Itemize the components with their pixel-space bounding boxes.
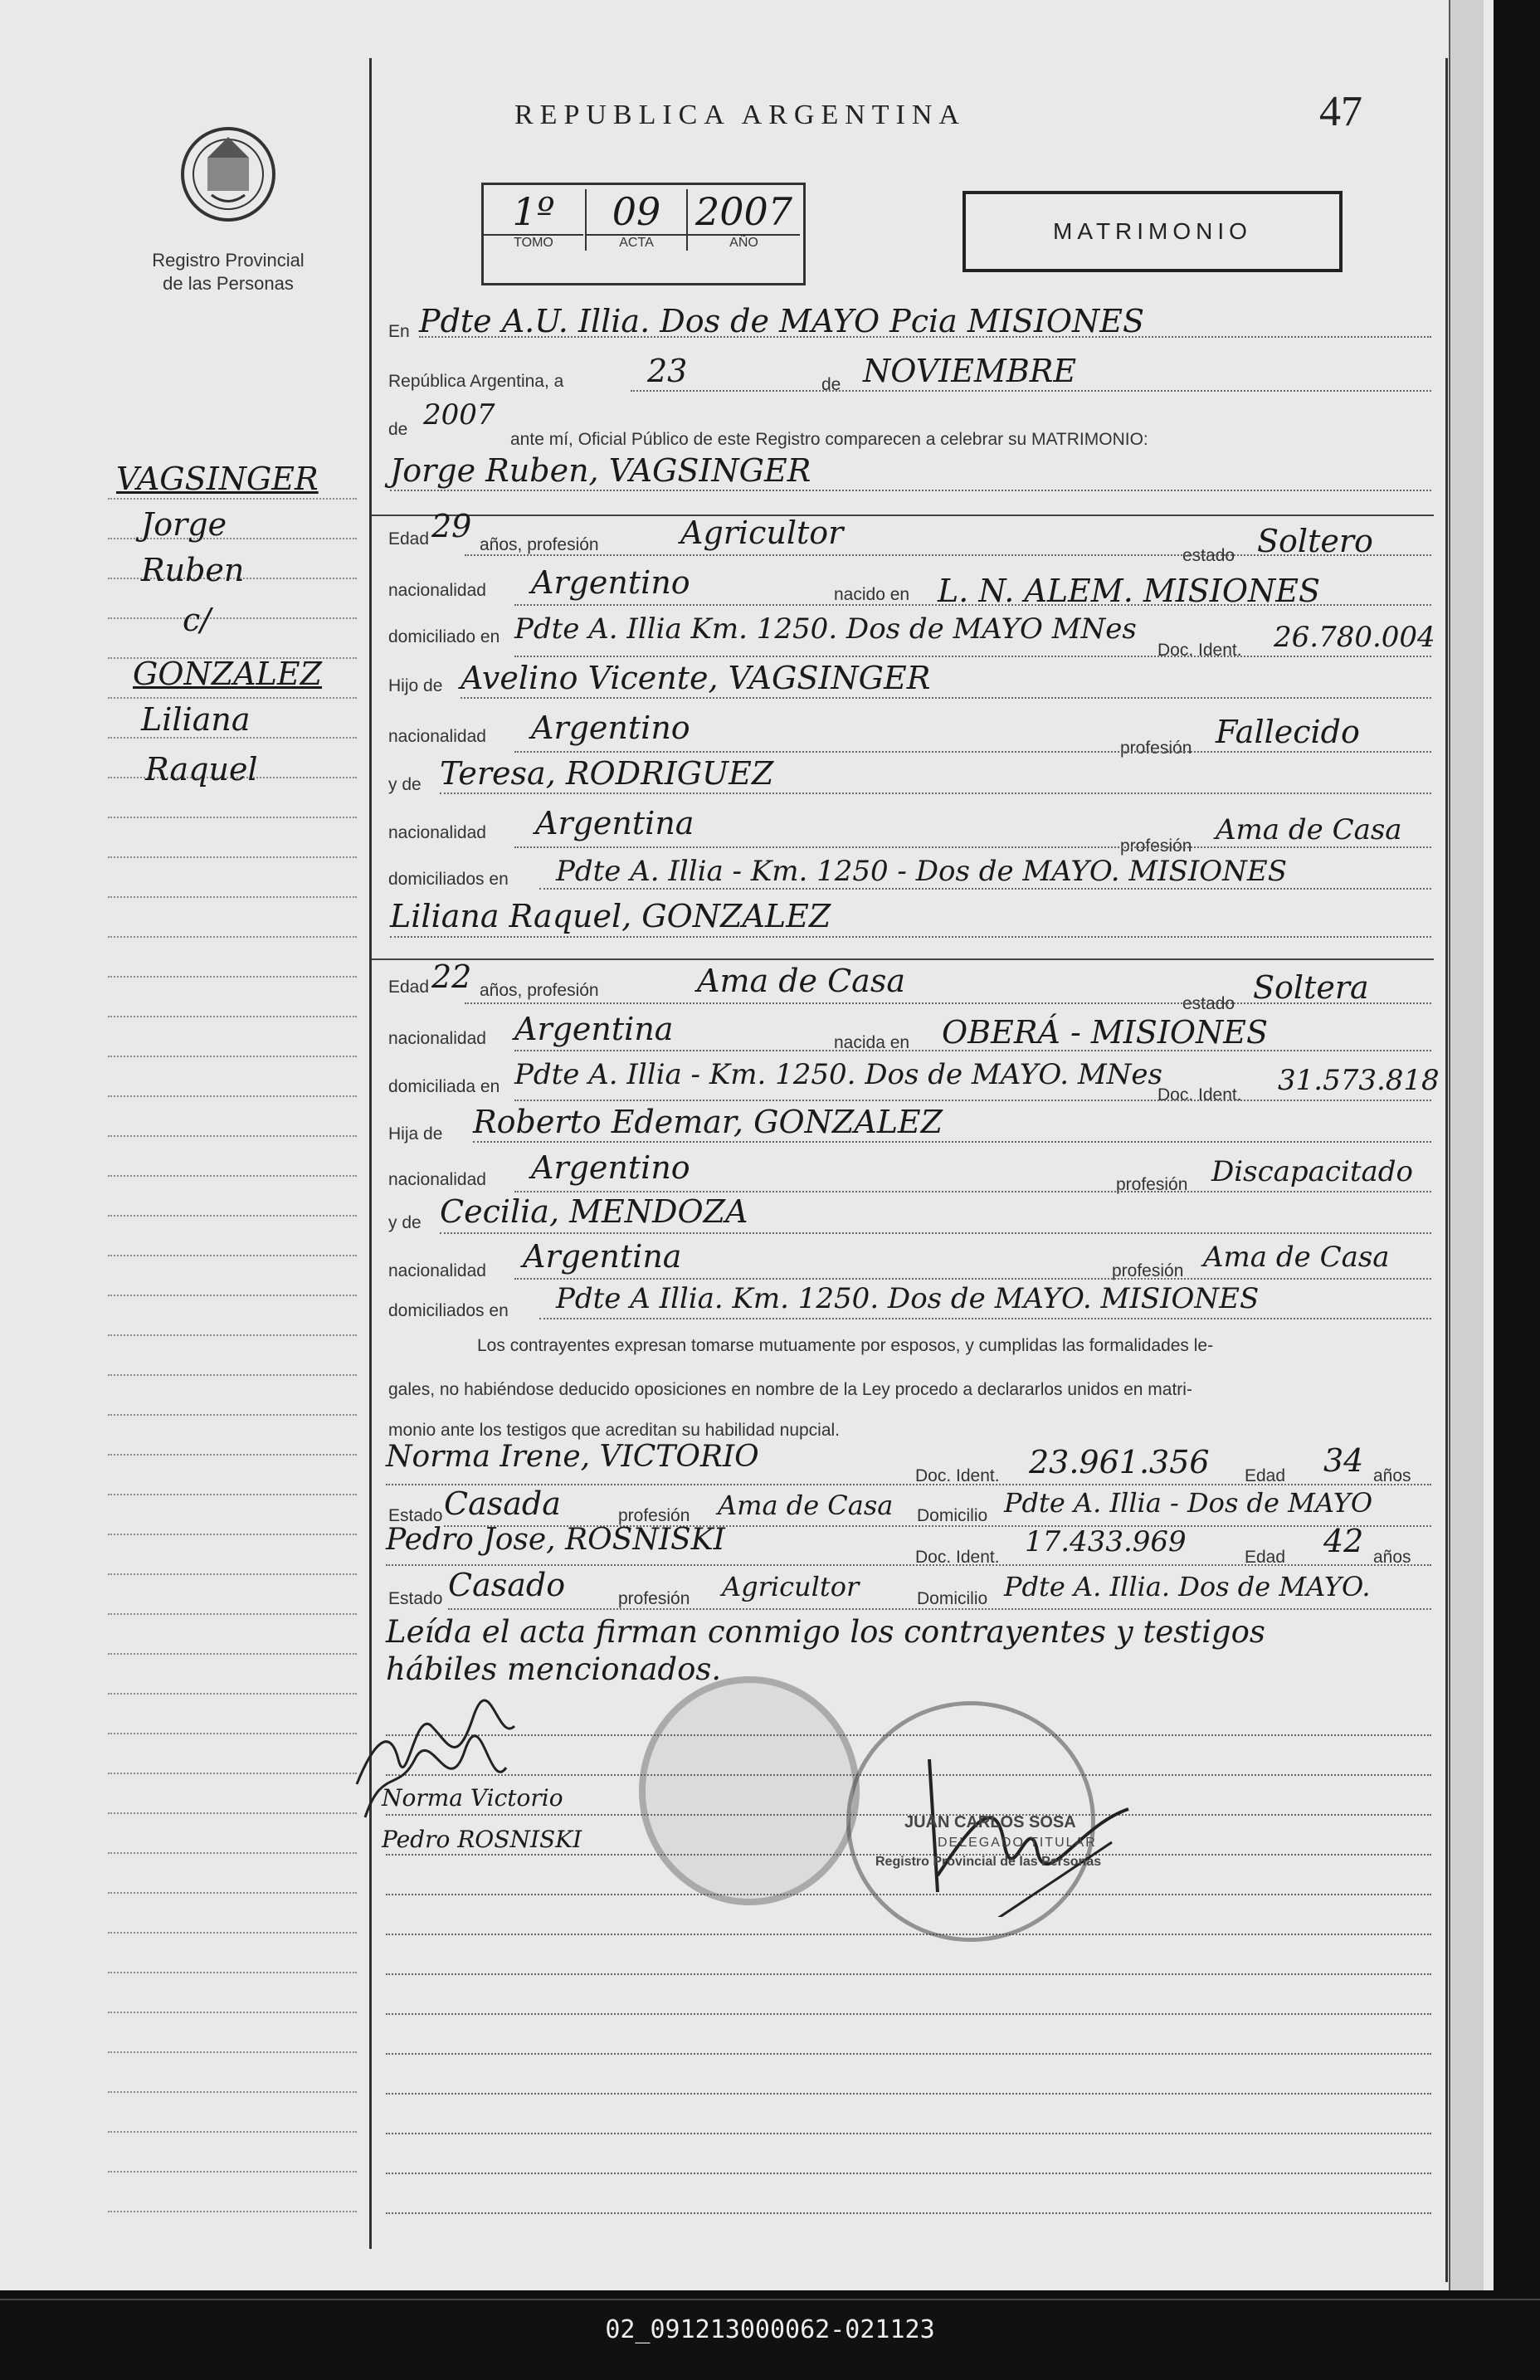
margin-rule: [108, 1016, 357, 1017]
rule: [514, 1050, 1431, 1051]
bride-doc-label: Doc. Ident.: [1157, 1085, 1242, 1105]
witness1-name: Norma Irene, VICTORIO: [386, 1440, 759, 1474]
tomo-label: TOMO: [484, 234, 583, 251]
margin-rule: [108, 2051, 357, 2053]
witness2-edad-label: Edad: [1245, 1548, 1286, 1567]
margin-rule: [108, 976, 357, 978]
right-page-edge: [1445, 58, 1448, 2282]
bride-nac-label: nacionalidad: [388, 1029, 486, 1048]
de-label-2: de: [388, 420, 408, 439]
rule: [461, 697, 1431, 699]
margin-rule: [108, 1175, 357, 1177]
groom-nac-label: nacionalidad: [388, 581, 486, 600]
registry-seal-stamp: [639, 1676, 860, 1905]
bride-anos-profesion: años, profesión: [480, 981, 599, 1000]
margin-rule: [108, 1812, 357, 1814]
witness2-doc-label: Doc. Ident.: [915, 1548, 1000, 1567]
rule: [539, 888, 1431, 890]
margin-rule: [108, 1095, 357, 1097]
signature-scribbles: [348, 1693, 531, 1834]
witness1-edad: 34: [1323, 1442, 1364, 1479]
witness2-estado: Casado: [448, 1567, 566, 1603]
registry-label: [124, 249, 332, 295]
groom-nacido: L. N. ALEM. MISIONES: [938, 573, 1320, 609]
margin-rule: [108, 1693, 357, 1695]
margin-rule: [108, 1892, 357, 1894]
margin-rule: [108, 1454, 357, 1456]
groom-dom-label: domiciliado en: [388, 627, 500, 646]
witness1-prof-label: profesión: [618, 1506, 690, 1525]
groom-dom-padres-label: domiciliados en: [388, 870, 509, 889]
bride-madre: Cecilia, MENDOZA: [440, 1193, 748, 1230]
acta-value: 09: [612, 189, 661, 234]
groom-edad-label: Edad: [388, 529, 430, 549]
bride-nacida-label: nacida en: [834, 1033, 910, 1052]
margin-name-2: Ruben: [141, 552, 245, 588]
rule: [440, 793, 1431, 794]
en-label: En: [388, 322, 410, 341]
bride-yde-label: y de: [388, 1213, 422, 1232]
bride-edad-label: Edad: [388, 978, 430, 997]
groom-name: Jorge Ruben, VAGSINGER: [390, 452, 811, 489]
bride-edad: 22: [431, 958, 472, 995]
rule: [631, 390, 1431, 392]
margin-rule: [108, 1733, 357, 1734]
margin-rule: [108, 1653, 357, 1655]
ante-text: ante mí, Oficial Público de este Registro comparecen a celebrar su MATRIMONIO:: [510, 430, 1148, 449]
tomo-value: 1º: [512, 189, 555, 234]
margin-name-5: Liliana: [141, 701, 251, 738]
margin-rule: [108, 1334, 357, 1336]
groom-madre-prof-label: profesión: [1120, 836, 1192, 856]
witness1-doc: 23.961.356: [1029, 1444, 1210, 1480]
margin-rule: [108, 1573, 357, 1575]
acta-cell: [585, 189, 686, 251]
month-value: NOVIEMBRE: [863, 353, 1077, 389]
groom-madre-nac: Argentina: [535, 805, 694, 841]
witness1-profesion: Ama de Casa: [718, 1490, 894, 1521]
bride-padre-prof-label: profesión: [1116, 1175, 1188, 1194]
groom-padre-prof-label: profesión: [1120, 739, 1192, 758]
bride-padre-prof: Discapacitado: [1211, 1155, 1414, 1188]
rule: [465, 554, 1431, 556]
rule: [448, 1608, 1431, 1610]
margin-rule: [108, 1494, 357, 1495]
bride-estado: Soltera: [1253, 969, 1369, 1006]
groom-anos-profesion: años, profesión: [480, 535, 599, 554]
bride-padre-nac-label: nacionalidad: [388, 1170, 486, 1189]
groom-estado: Soltero: [1257, 523, 1373, 559]
closing-line-1: Leída el acta firman conmigo los contrayentes y testigos: [386, 1614, 1265, 1650]
bride-estado-label: estado: [1182, 994, 1235, 1013]
groom-doc-label: Doc. Ident.: [1157, 641, 1242, 660]
witness1-domicilio: Pdte A. Illia - Dos de MAYO: [1004, 1487, 1373, 1519]
rule: [514, 604, 1431, 606]
statement-line-2: gales, no habiéndose deducido oposiciones en nombre de la Ley procedo a declararlos unidos en matri-: [388, 1380, 1192, 1399]
margin-rule: [108, 1056, 357, 1057]
day-value: 23: [647, 353, 688, 389]
rule: [473, 1141, 1431, 1143]
groom-padre-nac: Argentino: [531, 710, 690, 746]
ano-cell: [686, 189, 800, 251]
rule: [514, 846, 1431, 848]
rule: [514, 656, 1431, 657]
bride-dom-padres-label: domiciliados en: [388, 1301, 509, 1320]
rule: [419, 336, 1431, 338]
rule: [465, 1002, 1431, 1004]
rule: [390, 936, 1431, 938]
tomo-cell: [484, 189, 583, 251]
witness2-prof-label: profesión: [618, 1589, 690, 1608]
witness2-name: Pedro Jose, ROSNISKI: [386, 1523, 725, 1557]
page-number: 47: [1319, 88, 1362, 135]
officer-stamp-name: JUAN CARLOS SOSA: [904, 1813, 1076, 1831]
witness2-domicilio: Pdte A. Illia. Dos de MAYO.: [1004, 1571, 1371, 1602]
groom-padre: Avelino Vicente, VAGSINGER: [461, 660, 931, 696]
left-column-divider: [369, 58, 372, 2249]
margin-rule: [108, 1773, 357, 1774]
margin-rule: [108, 896, 357, 898]
ano-label: AÑO: [688, 234, 800, 251]
margin-rule: [108, 2012, 357, 2013]
body-rule: [386, 1934, 1431, 1935]
bride-hija-label: Hija de: [388, 1124, 443, 1144]
statement-line-3: monio ante los testigos que acreditan su habilidad nupcial.: [388, 1421, 841, 1440]
groom-hijo-label: Hijo de: [388, 676, 443, 695]
registry-emblem-icon: [174, 116, 282, 224]
body-rule: [386, 1973, 1431, 1975]
scan-edge: [0, 2299, 1540, 2300]
groom-nacido-label: nacido en: [834, 585, 910, 604]
witness1-dom-label: Domicilio: [917, 1506, 988, 1525]
body-rule: [386, 2212, 1431, 2214]
republica-label: República Argentina, a: [388, 372, 564, 391]
groom-nacionalidad: Argentino: [531, 564, 690, 601]
margin-rule: [108, 1534, 357, 1535]
registry-name: Registro Provincial: [152, 250, 305, 271]
binding-edge: [1449, 0, 1484, 2290]
body-rule: [386, 2133, 1431, 2134]
rule: [514, 1278, 1431, 1280]
rule: [539, 1318, 1431, 1319]
margin-rule: [108, 817, 357, 818]
margin-rule: [108, 1972, 357, 1973]
witness1-anos-label: años: [1373, 1466, 1411, 1485]
ano-value: 2007: [694, 189, 793, 234]
margin-rule: [108, 2091, 357, 2093]
witness2-profesion: Agricultor: [722, 1571, 860, 1602]
officer-stamp-title: DELEGADO TITULAR: [938, 1836, 1097, 1850]
groom-madre: Teresa, RODRIGUEZ: [440, 755, 774, 792]
bride-madre-prof: Ama de Casa: [1203, 1241, 1390, 1274]
groom-estado-label: estado: [1182, 546, 1235, 565]
witness1-doc-label: Doc. Ident.: [915, 1466, 1000, 1485]
margin-rule: [108, 856, 357, 858]
groom-dom-padres: Pdte A. Illia - Km. 1250 - Dos de MAYO. MISIONES: [556, 855, 1288, 888]
bride-doc: 31.573.818: [1278, 1064, 1440, 1097]
officer-stamp-registry: Registro Provincial de las Personas: [875, 1855, 1102, 1869]
witness1-signature: Norma Victorio: [382, 1784, 563, 1812]
body-rule: [386, 2013, 1431, 2015]
body-rule: [386, 2173, 1431, 2174]
bride-nacionalidad: Argentina: [514, 1011, 674, 1047]
year-value: 2007: [423, 398, 495, 432]
witness1-estado: Casada: [444, 1485, 561, 1522]
groom-profesion: Agricultor: [680, 515, 844, 551]
margin-rule: [108, 2131, 357, 2133]
margin-rule: [108, 697, 357, 699]
rule: [440, 1232, 1431, 1234]
groom-edad: 29: [431, 508, 472, 544]
scan-code: 02_091213000062-021123: [605, 2315, 935, 2344]
margin-con: c/: [183, 602, 212, 638]
rule: [372, 515, 1434, 516]
margin-surname-bride: GONZALEZ: [133, 656, 322, 692]
witness1-estado-label: Estado: [388, 1506, 443, 1525]
bride-madre-prof-label: profesión: [1112, 1261, 1184, 1280]
witness1-edad-label: Edad: [1245, 1466, 1286, 1485]
bride-madre-nac: Argentina: [523, 1238, 682, 1275]
groom-padre-prof: Fallecido: [1216, 714, 1360, 750]
bride-padre-nac: Argentino: [531, 1149, 690, 1186]
margin-rule: [108, 1295, 357, 1296]
margin-surname-groom: VAGSINGER: [116, 461, 319, 497]
margin-rule: [108, 1255, 357, 1256]
registry-sub: de las Personas: [163, 273, 294, 294]
body-rule: [386, 2093, 1431, 2095]
witness2-signature: Pedro ROSNISKI: [382, 1826, 582, 1853]
margin-rule: [108, 498, 357, 500]
closing-line-2: hábiles mencionados.: [386, 1651, 722, 1687]
margin-rule: [108, 1414, 357, 1416]
margin-rule: [108, 1135, 357, 1137]
margin-rule: [108, 2211, 357, 2212]
bride-name: Liliana Raquel, GONZALEZ: [390, 898, 831, 934]
country-title: REPUBLICA ARGENTINA: [514, 100, 966, 130]
witness2-anos-label: años: [1373, 1548, 1411, 1567]
margin-rule: [108, 1852, 357, 1854]
groom-madre-prof: Ama de Casa: [1216, 813, 1402, 846]
margin-rule: [108, 617, 357, 619]
rule: [514, 751, 1431, 753]
witness2-edad: 42: [1323, 1523, 1364, 1559]
body-rule: [386, 2053, 1431, 2055]
margin-rule: [108, 1932, 357, 1934]
place-value: Pdte A.U. Illia. Dos de MAYO Pcia MISIONES: [419, 303, 1145, 339]
margin-name-6: Raquel: [145, 751, 258, 788]
bride-padre: Roberto Edemar, GONZALEZ: [473, 1104, 943, 1140]
bride-profesion: Ama de Casa: [697, 963, 905, 999]
bride-domicilio: Pdte A. Illia - Km. 1250. Dos de MAYO. MNes: [514, 1058, 1162, 1091]
witness2-estado-label: Estado: [388, 1589, 443, 1608]
margin-rule: [108, 936, 357, 938]
bride-dom-padres: Pdte A Illia. Km. 1250. Dos de MAYO. MISIONES: [556, 1282, 1260, 1315]
groom-doc: 26.780.004: [1274, 621, 1435, 654]
margin-rule: [108, 1613, 357, 1615]
bride-madre-nac-label: nacionalidad: [388, 1261, 486, 1280]
groom-domicilio: Pdte A. Illia Km. 1250. Dos de MAYO MNes: [514, 612, 1137, 646]
witness2-dom-label: Domicilio: [917, 1589, 988, 1608]
rule: [390, 490, 1431, 491]
bride-nacida: OBERÁ - MISIONES: [942, 1014, 1269, 1051]
statement-line-1: Los contrayentes expresan tomarse mutuamente por esposos, y cumplidas las formalidades le-: [477, 1336, 1214, 1355]
rule: [372, 958, 1434, 960]
witness2-doc: 17.433.969: [1025, 1525, 1187, 1558]
rule: [514, 1191, 1431, 1192]
acta-label: ACTA: [587, 234, 686, 251]
de-label: de: [821, 375, 841, 394]
rule: [386, 1564, 1431, 1566]
margin-rule: [108, 1215, 357, 1217]
groom-madre-nac-label: nacionalidad: [388, 823, 486, 842]
groom-padre-nac-label: nacionalidad: [388, 727, 486, 746]
margin-name-1: Jorge: [141, 506, 227, 543]
margin-rule: [108, 2171, 357, 2173]
groom-yde-label: y de: [388, 775, 422, 794]
margin-rule: [108, 1374, 357, 1376]
document-type-box: MATRIMONIO: [962, 191, 1343, 272]
rule: [514, 1100, 1431, 1101]
bride-dom-label: domiciliada en: [388, 1077, 500, 1096]
